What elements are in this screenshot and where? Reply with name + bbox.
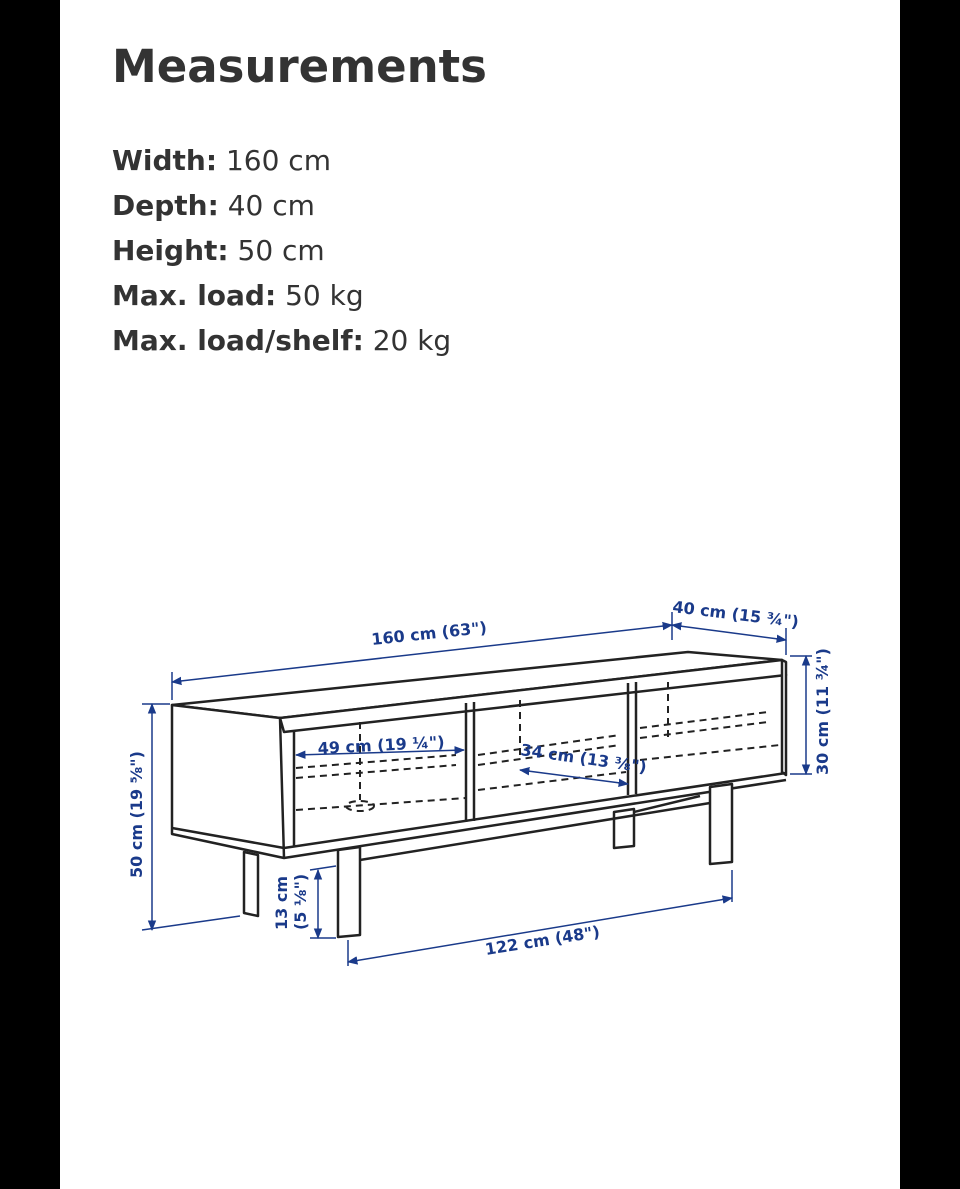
leg-span-label: 122 cm (48") (483, 922, 602, 959)
leg-height-cm-label: 13 cm (272, 876, 291, 930)
spec-depth (112, 183, 451, 228)
spec-max-load (112, 273, 451, 318)
width-dimension-label: 160 cm (63") (370, 617, 488, 649)
spec-max-load-shelf (112, 318, 451, 363)
spec-label: Max. load/shelf: (112, 324, 364, 357)
inner-depth-label: 34 cm (13 ⅜") (519, 740, 648, 777)
page-title: Measurements (112, 40, 487, 93)
spec-value: 160 cm (225, 144, 331, 177)
spec-value: 40 cm (227, 189, 315, 222)
leg-height-in-label: (5 ⅛") (291, 873, 310, 930)
spec-height (112, 228, 451, 273)
spec-label: Max. load: (112, 279, 277, 312)
depth-dimension-label: 40 cm (15 ¾") (671, 597, 800, 632)
compartment-width-label: 49 cm (19 ¼") (317, 732, 445, 758)
product-page (60, 0, 900, 1189)
tv-bench-dimension-diagram (60, 560, 900, 1000)
spec-value: 20 kg (372, 324, 452, 357)
spec-label: Depth: (112, 189, 219, 222)
spec-width (112, 138, 451, 183)
spec-label: Height: (112, 234, 229, 267)
bench-outline (172, 652, 786, 937)
spec-value: 50 kg (285, 279, 364, 312)
inner-height-dimension-label: 30 cm (11 ¾") (813, 648, 832, 775)
specs-list (112, 138, 451, 363)
height-dimension-label: 50 cm (19 ⅝") (127, 751, 146, 878)
spec-label: Width: (112, 144, 218, 177)
spec-value: 50 cm (237, 234, 325, 267)
